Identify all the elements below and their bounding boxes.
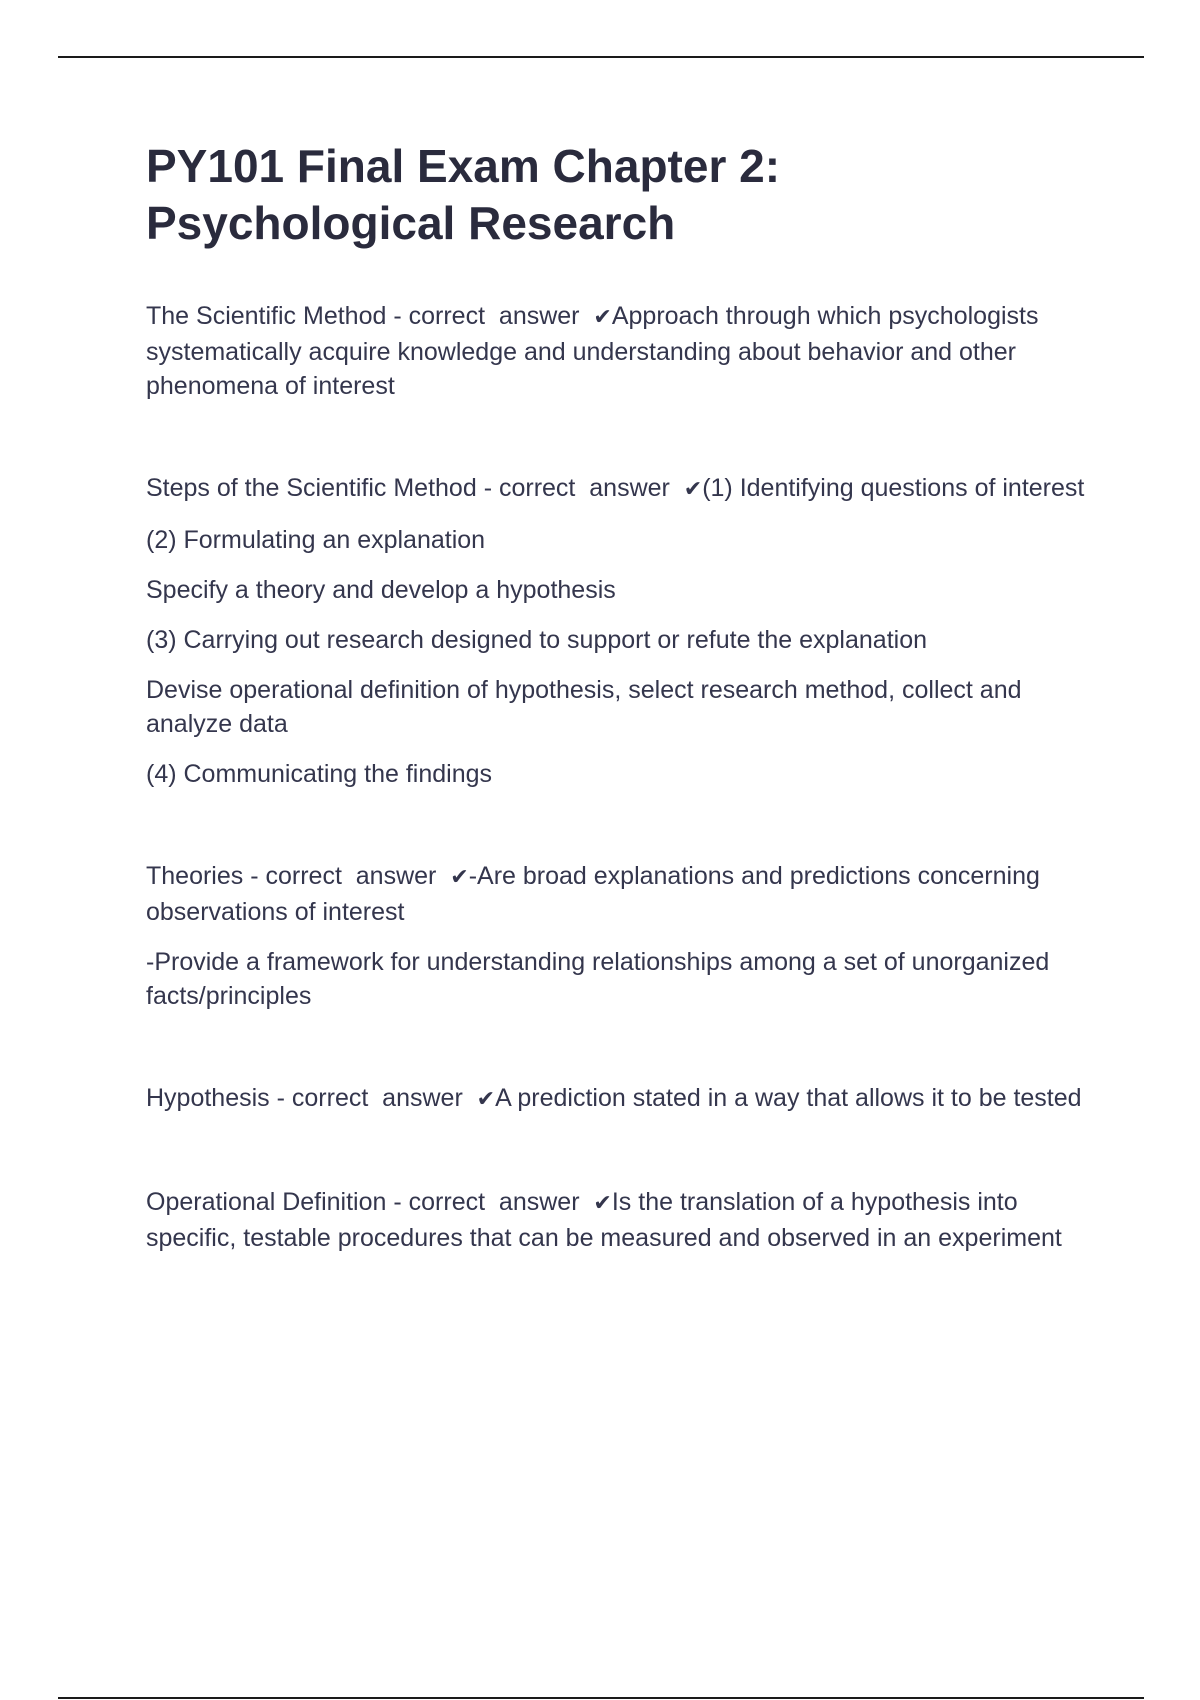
term: Steps of the Scientific Method	[146, 474, 477, 502]
checkmark-icon: ✔	[593, 305, 612, 330]
top-rule	[58, 56, 1144, 58]
qa-paragraph	[146, 1081, 1096, 1117]
qa-entry-steps-scientific-method	[146, 471, 1096, 791]
qa-entry-hypothesis	[146, 1081, 1096, 1117]
qa-entry-scientific-method	[146, 299, 1096, 403]
answer-text: Approach through which psychologists systematically acquire knowledge and understanding about behavior and other phenomena of interest	[146, 302, 1039, 400]
answer-text: Is the translation of a hypothesis into specific, testable procedures that can be measured and observed in an experiment	[146, 1188, 1062, 1252]
page-title	[146, 138, 1096, 252]
qa-entry-theories	[146, 859, 1096, 1013]
term: Theories	[146, 862, 244, 890]
qa-paragraph	[146, 471, 1096, 507]
answer-marker: - correct answer	[243, 862, 451, 890]
term: Operational Definition	[146, 1188, 387, 1216]
term: The Scientific Method	[146, 302, 387, 330]
checkmark-icon: ✔	[450, 865, 469, 890]
answer-paragraph: (2) Formulating an explanation	[146, 526, 486, 554]
document-body	[146, 138, 1096, 1255]
answer-text: (1) Identifying questions of interest	[702, 474, 1085, 502]
checkmark-icon: ✔	[593, 1191, 612, 1216]
answer-marker: - correct answer	[476, 474, 684, 502]
answer-paragraph: (4) Communicating the findings	[146, 760, 492, 788]
answer-paragraph: Specify a theory and develop a hypothesis	[146, 576, 616, 604]
qa-paragraph	[146, 859, 1096, 929]
qa-paragraph	[146, 299, 1096, 403]
answer-text: -Are broad explanations and predictions concerning observations of interest	[146, 862, 1040, 926]
answer-marker: - correct answer	[386, 1188, 594, 1216]
answer-marker: - correct answer	[386, 302, 594, 330]
checkmark-icon: ✔	[683, 477, 703, 502]
answer-text: A prediction stated in a way that allows it to be tested	[495, 1084, 1082, 1112]
answer-paragraph: (3) Carrying out research designed to support or refute the explanation	[146, 626, 928, 654]
page-title-line-2: Psychological Research	[146, 197, 676, 249]
answer-paragraph: Devise operational definition of hypothesis, select research method, collect and analyze data	[146, 676, 1022, 738]
bottom-rule	[58, 1697, 1144, 1699]
qa-entry-operational-definition	[146, 1185, 1096, 1255]
term: Hypothesis	[146, 1084, 270, 1112]
answer-paragraph: -Provide a framework for understanding relationships among a set of unorganized facts/principles	[146, 948, 1050, 1010]
answer-marker: - correct answer	[269, 1084, 477, 1112]
page-title-line-1: PY101 Final Exam Chapter 2:	[146, 140, 781, 192]
checkmark-icon: ✔	[476, 1087, 496, 1112]
qa-paragraph	[146, 1185, 1096, 1255]
